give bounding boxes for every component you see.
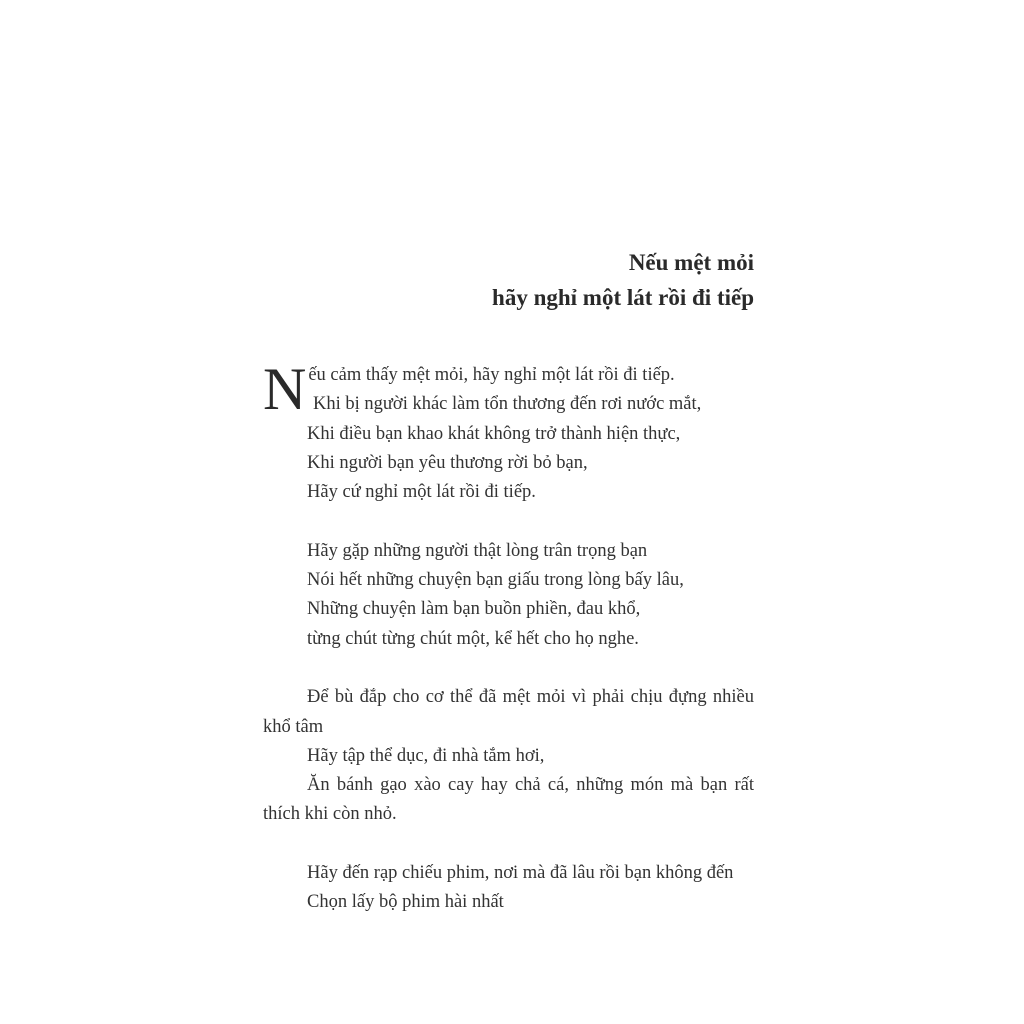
drop-cap: N	[263, 356, 307, 422]
book-page	[263, 0, 754, 1024]
poem-line: Khi bị người khác làm tổn thương đến rơi nước mắt,	[313, 394, 702, 415]
chapter-title	[492, 245, 754, 315]
stanza-2	[263, 537, 754, 654]
poem-line: Hãy cứ nghỉ một lát rồi đi tiếp.	[307, 482, 536, 503]
poem-line: Khi người bạn yêu thương rời bỏ bạn,	[307, 452, 588, 473]
poem-line: Hãy gặp những người thật lòng trân trọng bạn	[307, 540, 648, 561]
stanza-1	[263, 356, 754, 507]
poem-line: Hãy đến rạp chiếu phim, nơi mà đã lâu rồi bạn không đến	[307, 863, 734, 884]
poem-body	[263, 356, 754, 918]
poem-line: Ăn bánh gạo xào cay hay chả cá, những món mà bạn rất thích khi còn nhỏ.	[263, 775, 754, 825]
poem-line: Chọn lấy bộ phim hài nhất	[307, 892, 504, 913]
stanza-4	[263, 859, 754, 918]
poem-line-text: ếu cảm thấy mệt mỏi, hãy nghỉ một lát rồi đi tiếp.	[308, 365, 675, 385]
poem-line: Những chuyện làm bạn buồn phiền, đau khổ,	[307, 599, 641, 620]
poem-line: từng chút từng chút một, kể hết cho họ nghe.	[307, 628, 639, 649]
poem-line: Hãy tập thể dục, đi nhà tắm hơi,	[307, 745, 545, 766]
poem-line: Khi điều bạn khao khát không trở thành hiện thực,	[307, 423, 681, 444]
poem-line: Nói hết những chuyện bạn giấu trong lòng bấy lâu,	[307, 570, 684, 591]
chapter-title-line-1: Nếu mệt mỏi	[628, 250, 754, 275]
poem-line: Để bù đắp cho cơ thể đã mệt mỏi vì phải chịu đựng nhiều khổ tâm	[263, 687, 754, 737]
stanza-3	[263, 683, 754, 829]
chapter-title-line-2: hãy nghỉ một lát rồi đi tiếp	[492, 285, 754, 310]
